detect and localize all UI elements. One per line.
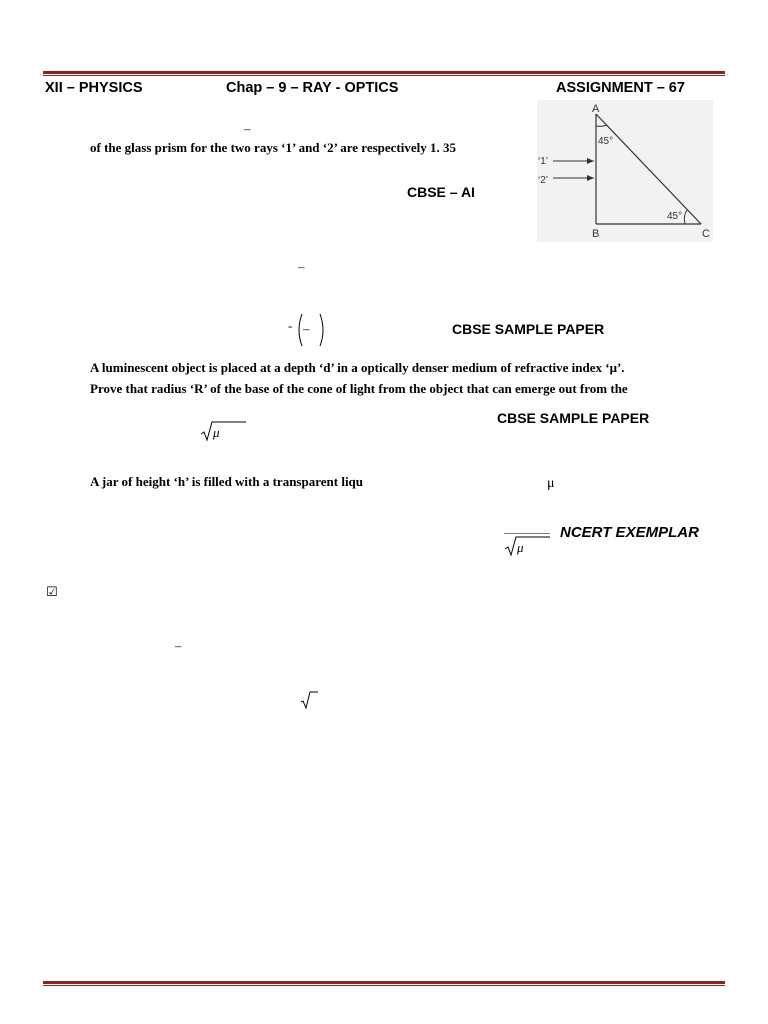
dash-fragment-2: –	[298, 259, 305, 274]
fraction-inner-dash: –	[303, 321, 310, 336]
label-b: B	[592, 228, 600, 240]
prism-question-line: of the glass prism for the two rays ‘1’ and ‘2’ are respectively 1. 35	[90, 140, 456, 155]
header-left: XII – PHYSICS	[45, 80, 143, 96]
header-right: ASSIGNMENT – 67	[556, 80, 685, 96]
tag-cbse-sample-paper-1: CBSE SAMPLE PAPER	[452, 321, 605, 337]
sqrt-mu-symbol-1: μ	[213, 425, 220, 440]
angle-arc-c	[684, 210, 687, 224]
sqrt-sign-icon	[200, 420, 248, 442]
prism-figure	[537, 100, 713, 242]
jar-question-line: A jar of height ‘h’ is filled with a transparent liqu	[90, 474, 364, 489]
tag-cbse-sample-paper-2: CBSE SAMPLE PAPER	[497, 410, 650, 426]
ray-2-arrow	[587, 175, 594, 181]
angle-a-label: 45°	[598, 136, 614, 147]
luminescent-question-line2: Prove that radius ‘R’ of the base of the cone of light from the object that can emerge out from the	[90, 381, 628, 396]
prism-diagram	[537, 100, 713, 242]
tag-ncert-exemplar: NCERT EXEMPLAR	[560, 524, 699, 541]
ray-1-arrow	[587, 158, 594, 164]
label-c: C	[702, 228, 710, 240]
dash-fragment-3: –	[175, 638, 182, 653]
sqrt-empty-expression	[300, 690, 320, 715]
checkbox-icon: ☑	[46, 585, 58, 600]
ray-1-label: ‘1’	[538, 156, 549, 167]
sqrt-sign-icon-2	[504, 533, 552, 557]
dash-fragment-1: –	[244, 121, 251, 136]
mu-symbol: μ	[547, 476, 555, 491]
bottom-rule	[43, 981, 725, 986]
tag-cbse-ai: CBSE – AI	[407, 184, 475, 200]
luminescent-question-line1: A luminescent object is placed at a depth ‘d’ in a optically denser medium of refractive index ‘μ’.	[90, 360, 625, 375]
sqrt-empty-icon	[300, 690, 320, 710]
top-rule	[43, 71, 725, 76]
angle-c-label: 45°	[667, 211, 683, 222]
ray-2-label: ‘2’	[538, 175, 549, 186]
label-a: A	[592, 103, 600, 115]
header-center: Chap – 9 – RAY - OPTICS	[226, 80, 399, 96]
fraction-lead-dash: -	[288, 318, 293, 333]
sqrt-mu-symbol-2: μ	[517, 540, 524, 555]
prism-side-ac	[596, 114, 701, 224]
angle-arc-a	[596, 125, 607, 126]
